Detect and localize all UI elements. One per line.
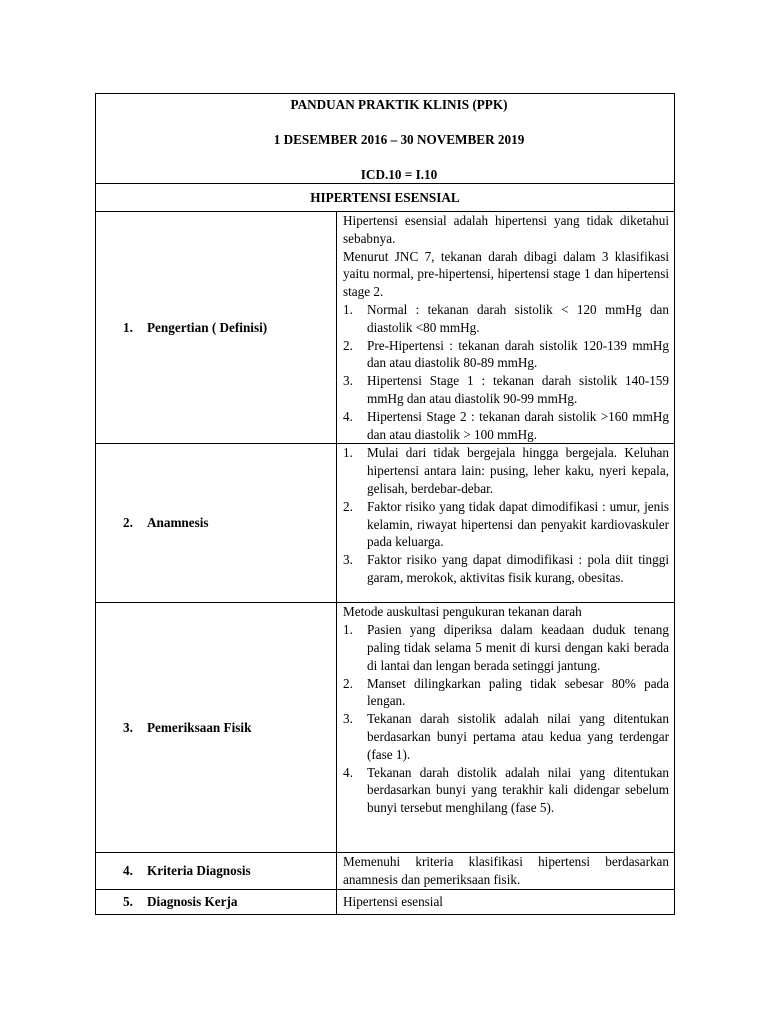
section-label-cell — [96, 853, 337, 890]
section-content-cell — [337, 889, 675, 914]
criteria-text: Memenuhi kriteria klasifikasi hipertensi berdasarkan anamnesis dan pemeriksaan fisik. — [343, 854, 669, 888]
section-content-cell — [337, 853, 675, 890]
section-label-cell — [96, 603, 337, 853]
table-row — [96, 889, 675, 914]
classification-intro: Menurut JNC 7, tekanan darah dibagi dalam 3 klasifikasi yaitu normal, pre-hipertensi, hipertensi stage 1 dan hipertensi stage 2. — [343, 248, 669, 300]
section-number: 1. — [123, 319, 133, 335]
section-label: Kriteria Diagnosis — [147, 863, 251, 879]
table-row — [96, 853, 675, 890]
table-row — [96, 603, 675, 853]
list-item: 3. Tekanan darah sistolik adalah nilai yang ditentukan berdasarkan bunyi pertama atau kedua yang terdengar (fase 1). — [343, 711, 669, 762]
header-cell — [96, 94, 675, 184]
section-label-cell — [96, 889, 337, 914]
section-label: Diagnosis Kerja — [147, 894, 238, 910]
list-item: 1. Mulai dari tidak bergejala hingga bergejala. Keluhan hipertensi antara lain: pusing, leher kaku, nyeri kepala, gelisah, berdebar-debar. — [343, 445, 669, 496]
section-content-cell — [337, 444, 675, 603]
doc-title: PANDUAN PRAKTIK KLINIS (PPK) — [290, 97, 508, 112]
list-item: 1. Normal : tekanan darah sistolik < 120 mmHg dan diastolik <80 mmHg. — [343, 301, 669, 335]
section-number: 3. — [123, 719, 133, 735]
section-number: 2. — [123, 515, 133, 531]
topic-title: HIPERTENSI ESENSIAL — [96, 184, 675, 212]
header-row — [96, 94, 675, 184]
list-item: 1. Pasien yang diperiksa dalam keadaan duduk tenang paling tidak selama 5 menit di kursi dengan kaki berada di lantai dan lengan berada setinggi jantung. — [343, 622, 669, 673]
list-item: 4. Hipertensi Stage 2 : tekanan darah sistolik >160 mmHg dan atau diastolik > 100 mmHg. — [343, 408, 669, 442]
topic-row — [96, 184, 675, 212]
list-item: 2. Faktor risiko yang tidak dapat dimodifikasi : umur, jenis kelamin, riwayat hipertensi dan penyakit kardiovaskuler pada keluarga. — [343, 498, 669, 550]
section-number: 5. — [123, 894, 133, 910]
section-content-cell — [337, 212, 675, 444]
table-row — [96, 444, 675, 603]
ppk-table — [95, 93, 675, 915]
section-label: Pemeriksaan Fisik — [147, 719, 252, 735]
doc-period: 1 DESEMBER 2016 – 30 NOVEMBER 2019 — [273, 132, 525, 147]
method-intro: Metode auskultasi pengukuran tekanan darah — [343, 604, 582, 620]
examination-list — [343, 621, 669, 817]
list-item: 3. Hipertensi Stage 1 : tekanan darah sistolik 140-159 mmHg dan atau diastolik 90-99 mmHg. — [343, 373, 669, 406]
list-item: 4. Tekanan darah distolik adalah nilai yang ditentukan berdasarkan bunyi yang terakhir kali didengar sebelum bunyi tersebut menghilang (fase 5). — [343, 764, 669, 816]
list-item: 2. Manset dilingkarkan paling tidak sebesar 80% pada lengan. — [343, 675, 669, 709]
definition-intro: Hipertensi esensial adalah hipertensi yang tidak diketahui sebabnya. — [343, 213, 669, 246]
table-row — [96, 212, 675, 444]
section-content-cell — [337, 603, 675, 853]
section-label: Anamnesis — [147, 515, 209, 531]
working-diagnosis-text: Hipertensi esensial — [343, 894, 443, 910]
classification-list — [343, 301, 669, 443]
ppk-document — [95, 93, 674, 915]
section-label-cell — [96, 444, 337, 603]
list-item: 2. Pre-Hipertensi : tekanan darah sistolik 120-139 mmHg dan atau diastolik 80-89 mmHg. — [343, 337, 669, 371]
anamnesis-list — [343, 444, 669, 586]
section-label-cell — [96, 212, 337, 444]
list-item: 3. Faktor risiko yang dapat dimodifikasi : pola diit tinggi garam, merokok, aktivitas fisik kurang, obesitas. — [343, 552, 669, 585]
icd-code: ICD.10 = I.10 — [360, 167, 438, 182]
section-number: 4. — [123, 863, 133, 879]
section-label: Pengertian ( Definisi) — [147, 319, 268, 335]
